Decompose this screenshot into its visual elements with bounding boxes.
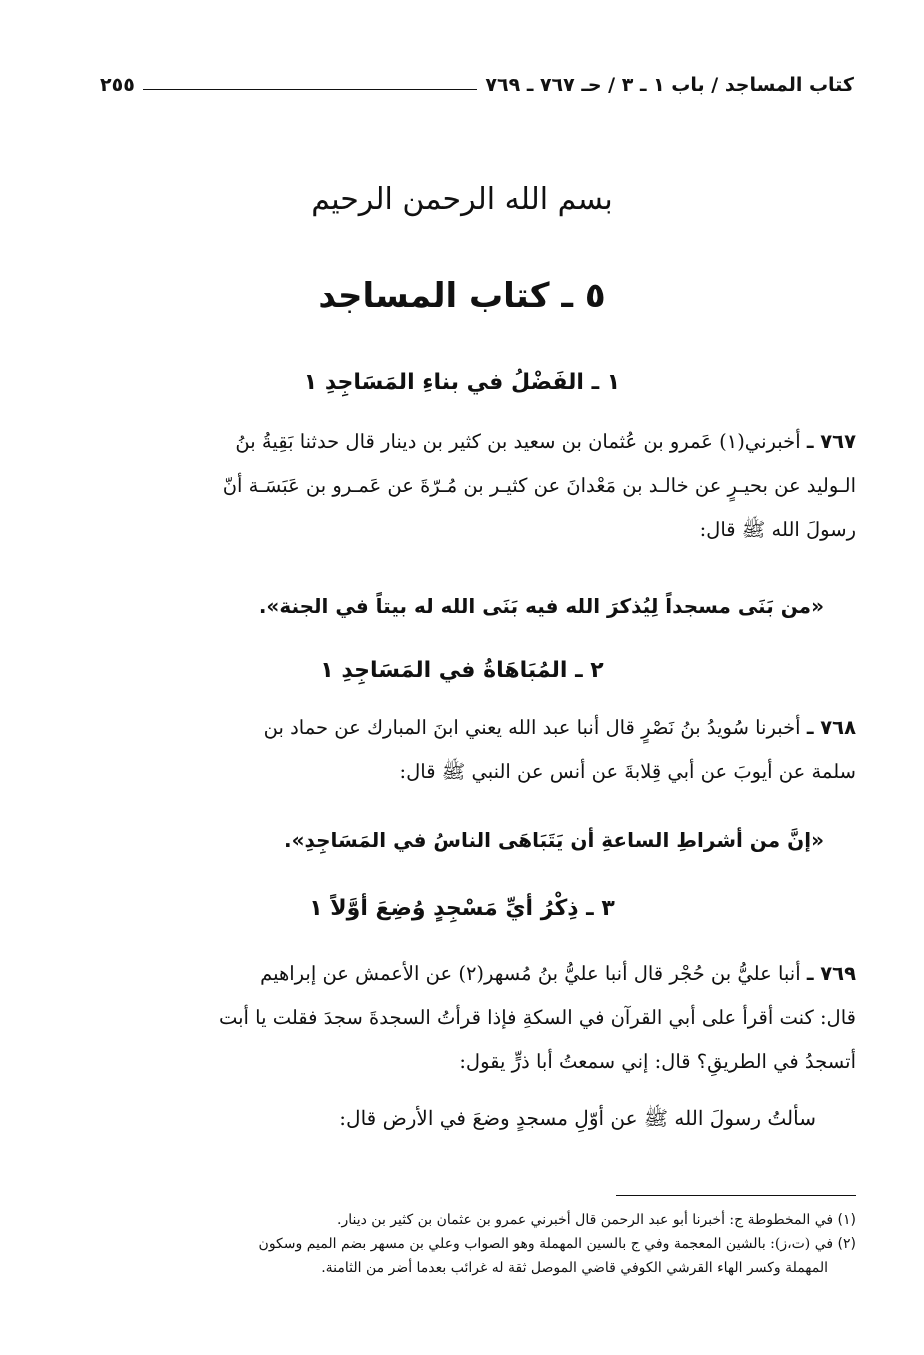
footnote-2 bbox=[100, 1232, 856, 1256]
running-header bbox=[100, 62, 854, 96]
book-title: ٥ ـ كتاب المساجد bbox=[318, 276, 606, 316]
matn-769: سألتُ رسولَ الله ﷺ عن أوّلِ مسجدٍ وضعَ في الأرض قال: bbox=[339, 1106, 816, 1130]
footnote-2-continuation bbox=[100, 1256, 856, 1280]
hadith-line bbox=[62, 706, 856, 750]
footnote-text: في المخطوطة ج: أخبرنا أبو عبد الرحمن قال أخبرني عمرو بن عثمان بن كثير بن دينار. bbox=[337, 1212, 834, 1228]
basmala: بسم الله الرحمن الرحيم bbox=[311, 182, 613, 217]
running-title: كتاب المساجد / باب ١ ـ ٣ / حـ ٧٦٧ ـ ٧٦٩ bbox=[485, 74, 854, 96]
hadith-768 bbox=[62, 706, 856, 794]
page-number: ٢٥٥ bbox=[100, 74, 135, 96]
footnote-number: (٢) bbox=[837, 1236, 856, 1252]
chapter-heading-1: ١ ـ الفَضْلُ في بناءِ المَسَاجِدِ ١ bbox=[303, 370, 621, 395]
footnotes bbox=[100, 1208, 856, 1280]
footnote-text: المهملة وكسر الهاء القرشي الكوفي قاضي الموصل ثقة له غرائب بعدما أضر من الثامنة. bbox=[321, 1260, 828, 1276]
chapter-heading-2: ٢ ـ المُبَاهَاةُ في المَسَاجِدِ ١ bbox=[320, 658, 604, 683]
hadith-769 bbox=[62, 952, 856, 1084]
hadith-text: أخبرنا سُويدُ بنُ نَصْرٍ قال أنبا عبد الله يعني ابنَ المبارك عن حماد بن bbox=[263, 716, 801, 739]
hadith-line: الـوليد عن بحيـرٍ عن خالـد بن مَعْدانَ عن كثيـر بن مُـرّةَ عن عَمـرو بن عَبَسَـة أنّ bbox=[222, 474, 856, 497]
hadith-number: ٧٦٧ ـ bbox=[806, 430, 856, 453]
hadith-line: قال: كنت أقرأ على أبي القرآن في السكةِ فإذا قرأتُ السجدةَ سجدَ فقلت يا أبت bbox=[218, 1006, 856, 1029]
hadith-number: ٧٦٩ ـ bbox=[806, 962, 856, 985]
footnote-text: في (ت،ز): بالشين المعجمة وفي ج بالسين المهملة وهو الصواب وعلي بن مسهر بضم الميم وسكون bbox=[258, 1236, 834, 1252]
hadith-line bbox=[62, 420, 856, 464]
hadith-number: ٧٦٨ ـ bbox=[806, 716, 856, 739]
footnote-rule bbox=[616, 1195, 856, 1196]
hadith-line bbox=[62, 952, 856, 996]
hadith-line: سلمة عن أيوبَ عن أبي قِلابةَ عن أنس عن النبي ﷺ قال: bbox=[399, 760, 856, 783]
hadith-line: أتسجدُ في الطريقِ؟ قال: إني سمعتُ أبا ذرٍّ يقول: bbox=[459, 1050, 856, 1073]
hadith-text: أنبا عليُّ بن حُجْر قال أنبا عليُّ بنُ مُسهر(٢) عن الأعمش عن إبراهيم bbox=[260, 962, 801, 985]
chapter-heading-3: ٣ ـ ذِكْرُ أيِّ مَسْجِدٍ وُضِعَ أوَّلاً ١ bbox=[309, 896, 615, 921]
matn-768: «إنَّ من أشراطِ الساعةِ أن يَتَبَاهَى الناسُ في المَسَاجِدِ». bbox=[284, 828, 824, 852]
hadith-text: أخبرني(١) عَمرو بن عُثمان بن سعيد بن كثير بن دينار قال حدثنا بَقِيةُ بنُ bbox=[235, 430, 801, 453]
footnote-number: (١) bbox=[837, 1212, 856, 1228]
footnote-1 bbox=[100, 1208, 856, 1232]
hadith-line: رسولَ الله ﷺ قال: bbox=[699, 518, 856, 541]
hadith-767 bbox=[62, 420, 856, 552]
header-rule bbox=[143, 89, 478, 90]
matn-767: «من بَنَى مسجداً لِيُذكرَ الله فيه بَنَى الله له بيتاً في الجنة». bbox=[258, 594, 824, 618]
